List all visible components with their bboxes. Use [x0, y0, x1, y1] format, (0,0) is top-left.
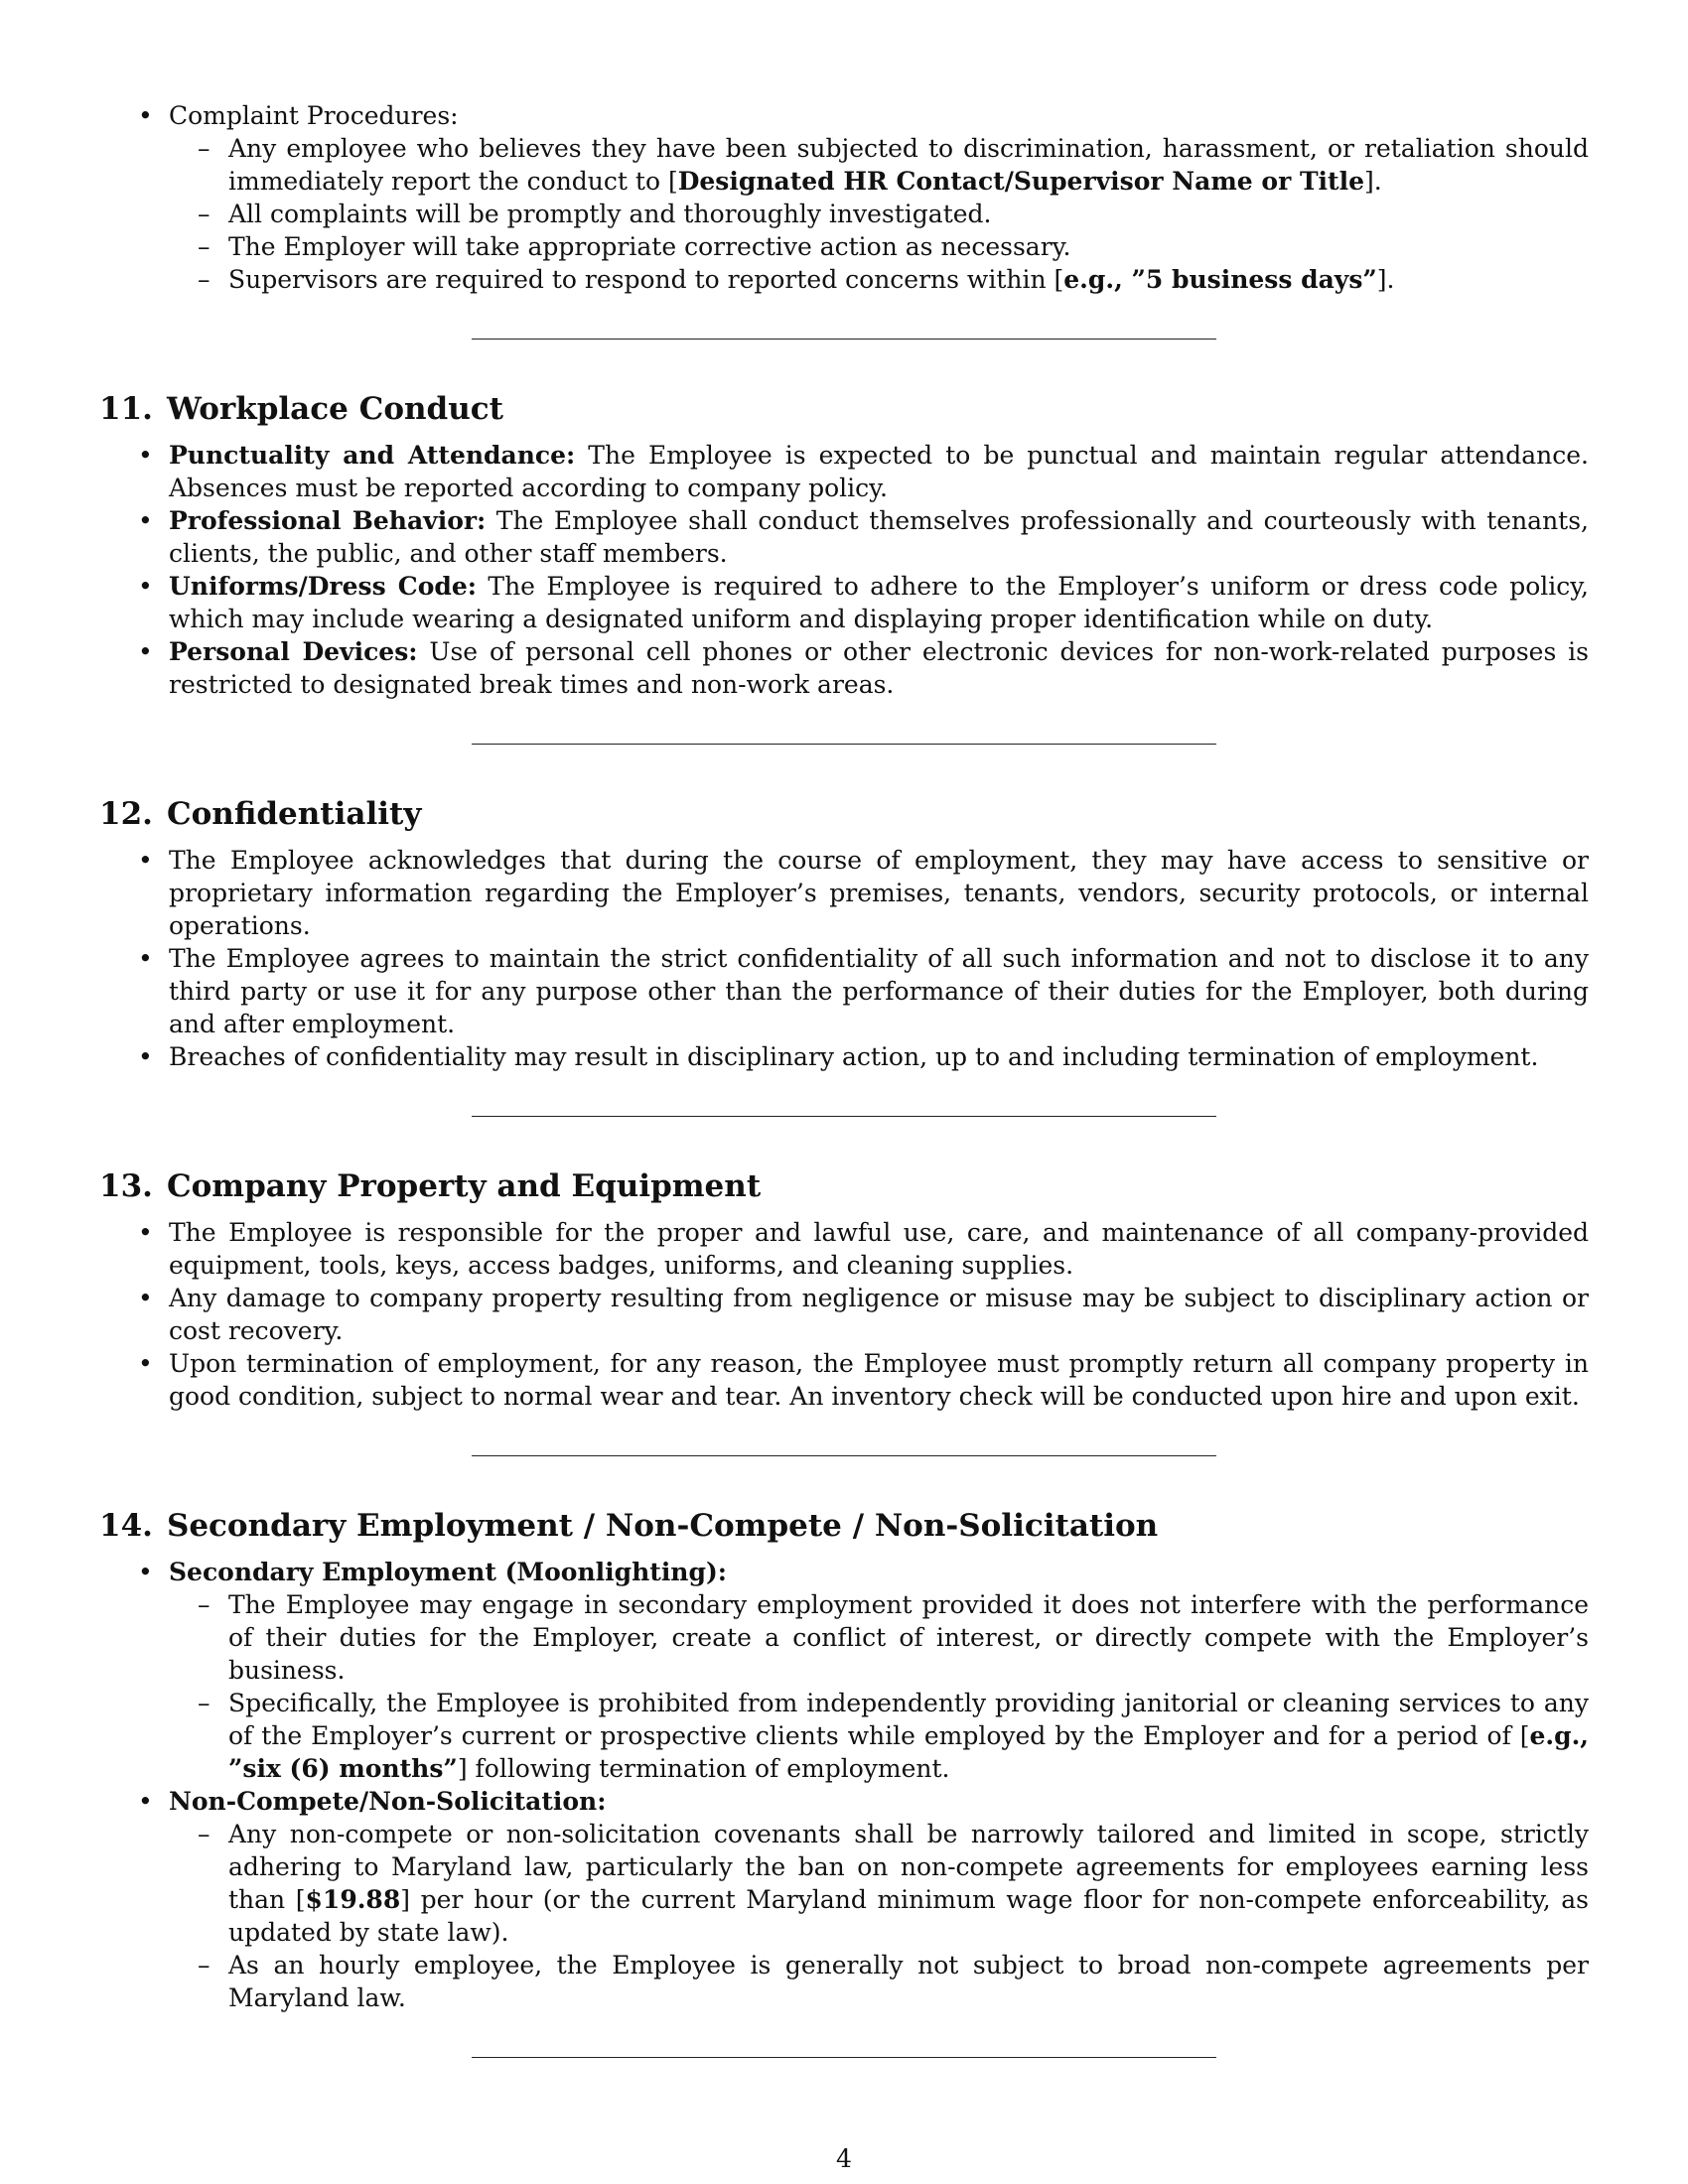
dash: –	[198, 1689, 211, 1717]
page-content	[99, 99, 1589, 2058]
list-item	[138, 99, 1589, 296]
text: Any employee who believes they have been subjected to discrimination, harassment, or retaliation should immediately report the conduct to [	[228, 134, 1589, 196]
dash: –	[198, 1820, 211, 1848]
section-number: 14.	[99, 1508, 153, 1544]
list-item	[138, 1216, 1589, 1282]
dash: –	[198, 1951, 211, 1979]
list-item	[198, 1588, 1589, 1687]
bullet: •	[138, 101, 153, 130]
list-item	[138, 1040, 1589, 1073]
list-item	[198, 1818, 1590, 1949]
section-heading	[99, 1166, 1589, 1206]
dash: –	[198, 200, 211, 228]
item-text: As an hourly employee, the Employee is generally not subject to broad non-compete agreements per Maryland law.	[228, 1951, 1589, 2012]
item-text: The Employee acknowledges that during the course of employment, they may have access to sensitive or proprietary information regarding the Employer’s premises, tenants, vendors, security protocols, or internal operations.	[169, 846, 1589, 940]
item-text: The Employee is responsible for the proper and lawful use, care, and maintenance of all company-provided equipment, tools, keys, access badges, uniforms, and cleaning supplies.	[169, 1218, 1589, 1280]
bullet: •	[138, 1284, 153, 1312]
bullet: •	[138, 944, 153, 973]
bullet: •	[138, 1218, 153, 1247]
list-item	[138, 1556, 1589, 1785]
section-number: 11.	[99, 391, 153, 427]
bullet: •	[138, 572, 153, 601]
bullet: •	[138, 1558, 153, 1586]
bullet: •	[138, 1787, 153, 1816]
bullet: •	[138, 441, 153, 470]
item-text: Any damage to company property resulting from negligence or misuse may be subject to disciplinary action or cost recovery.	[169, 1284, 1589, 1345]
bullet: •	[138, 506, 153, 535]
complaint-list	[99, 99, 1589, 296]
item-text: The Employee agrees to maintain the strict confidentiality of all such information and not to disclose it to any third party or use it for any purpose other than the performance of their duties for the Employer, both during and after employment.	[169, 944, 1589, 1038]
list-item	[138, 1785, 1590, 2014]
item-text: The Employee is expected to be punctual and maintain regular attendance. Absences must be reported according to company policy.	[169, 441, 1589, 502]
item-text: Use of personal cell phones or other electronic devices for non-work-related purposes is restricted to designated break times and non-work areas.	[169, 637, 1589, 699]
section-title: Secondary Employment / Non-Compete / Non-Solicitation	[166, 1508, 1159, 1544]
section-heading	[99, 1506, 1589, 1546]
section-12-list	[99, 844, 1589, 1073]
text: ].	[1364, 167, 1382, 196]
bullet: •	[138, 637, 153, 666]
complaint-label: Complaint Procedures:	[169, 101, 459, 130]
text: ].	[1376, 265, 1395, 294]
list-item	[138, 504, 1590, 570]
item-text: Breaches of confidentiality may result in disciplinary action, up to and including termination of employment.	[169, 1042, 1539, 1071]
item-text: ] per hour (or the current Maryland minimum wage floor for non-compete enforceability, as updated by state law).	[228, 1885, 1590, 1947]
list-item	[138, 570, 1589, 635]
section-number: 12.	[99, 796, 153, 832]
non-compete-sublist	[169, 1818, 1589, 2014]
item-label: Personal Devices:	[169, 637, 418, 666]
bullet: •	[138, 1349, 153, 1378]
list-item	[138, 1282, 1589, 1347]
item-text: Specifically, the Employee is prohibited from independently providing janitorial or cleaning services to any of the Employer’s current or prospective clients while employed by the Employer and for a period of [	[228, 1689, 1589, 1750]
item-label: Secondary Employment (Moonlighting):	[169, 1558, 728, 1586]
list-item	[198, 132, 1589, 198]
placeholder-text: Designated HR Contact/Supervisor Name or Title	[677, 167, 1364, 196]
placeholder-text: e.g., ”5 business days”	[1063, 265, 1377, 294]
list-item	[198, 263, 1589, 296]
section-11-list	[99, 439, 1589, 701]
list-item	[198, 1949, 1589, 2014]
placeholder-text: e.g., ”six (6) months”	[228, 1721, 1589, 1783]
list-item	[198, 1687, 1589, 1785]
section-divider	[472, 2057, 1216, 2058]
item-text: Any non-compete or non-solicitation covenants shall be narrowly tailored and limited in scope, strictly adhering to Maryland law, particularly the ban on non-compete agreements for employees earning less than [	[228, 1820, 1589, 1914]
dash: –	[198, 1590, 211, 1619]
dash: –	[198, 232, 211, 261]
text: Supervisors are required to respond to reported concerns within [	[228, 265, 1064, 294]
item-label: Professional Behavior:	[169, 506, 487, 535]
item-text: The Employee is required to adhere to the Employer’s uniform or dress code policy, which may include wearing a designated uniform and displaying proper identification while on duty.	[169, 572, 1589, 633]
placeholder-text: $19.88	[305, 1885, 401, 1914]
text: The Employer will take appropriate corrective action as necessary.	[228, 232, 1071, 261]
list-item	[138, 439, 1589, 504]
section-number: 13.	[99, 1168, 153, 1204]
item-label: Non-Compete/Non-Solicitation:	[169, 1787, 607, 1816]
item-text: Upon termination of employment, for any reason, the Employee must promptly return all company property in good condition, subject to normal wear and tear. An inventory check will be conducted upon hire and upon exit.	[169, 1349, 1589, 1411]
list-item	[138, 635, 1589, 701]
section-title: Confidentiality	[166, 796, 422, 832]
dash: –	[198, 265, 211, 294]
moonlighting-sublist	[169, 1588, 1589, 1785]
item-text: ] following termination of employment.	[457, 1754, 950, 1783]
dash: –	[198, 134, 211, 163]
item-label: Punctuality and Attendance:	[169, 441, 576, 470]
section-heading	[99, 389, 1589, 429]
list-item	[198, 198, 1589, 230]
list-item	[138, 844, 1589, 942]
complaint-sublist	[169, 132, 1589, 296]
section-title: Company Property and Equipment	[166, 1168, 762, 1204]
item-text: The Employee shall conduct themselves professionally and courteously with tenants, clients, the public, and other staff members.	[169, 506, 1590, 568]
bullet: •	[138, 846, 153, 875]
list-item	[138, 942, 1589, 1040]
item-label: Uniforms/Dress Code:	[169, 572, 477, 601]
list-item	[138, 1347, 1589, 1413]
section-14-list	[99, 1556, 1589, 2014]
page-number: 4	[836, 2144, 852, 2173]
bullet: •	[138, 1042, 153, 1071]
section-title: Workplace Conduct	[166, 391, 503, 427]
section-heading	[99, 794, 1589, 834]
item-text: The Employee may engage in secondary employment provided it does not interfere with the performance of their duties for the Employer, create a conflict of interest, or directly compete with the Employer’s business.	[228, 1590, 1589, 1685]
section-13-list	[99, 1216, 1589, 1413]
list-item	[198, 230, 1589, 263]
text: All complaints will be promptly and thoroughly investigated.	[228, 200, 992, 228]
